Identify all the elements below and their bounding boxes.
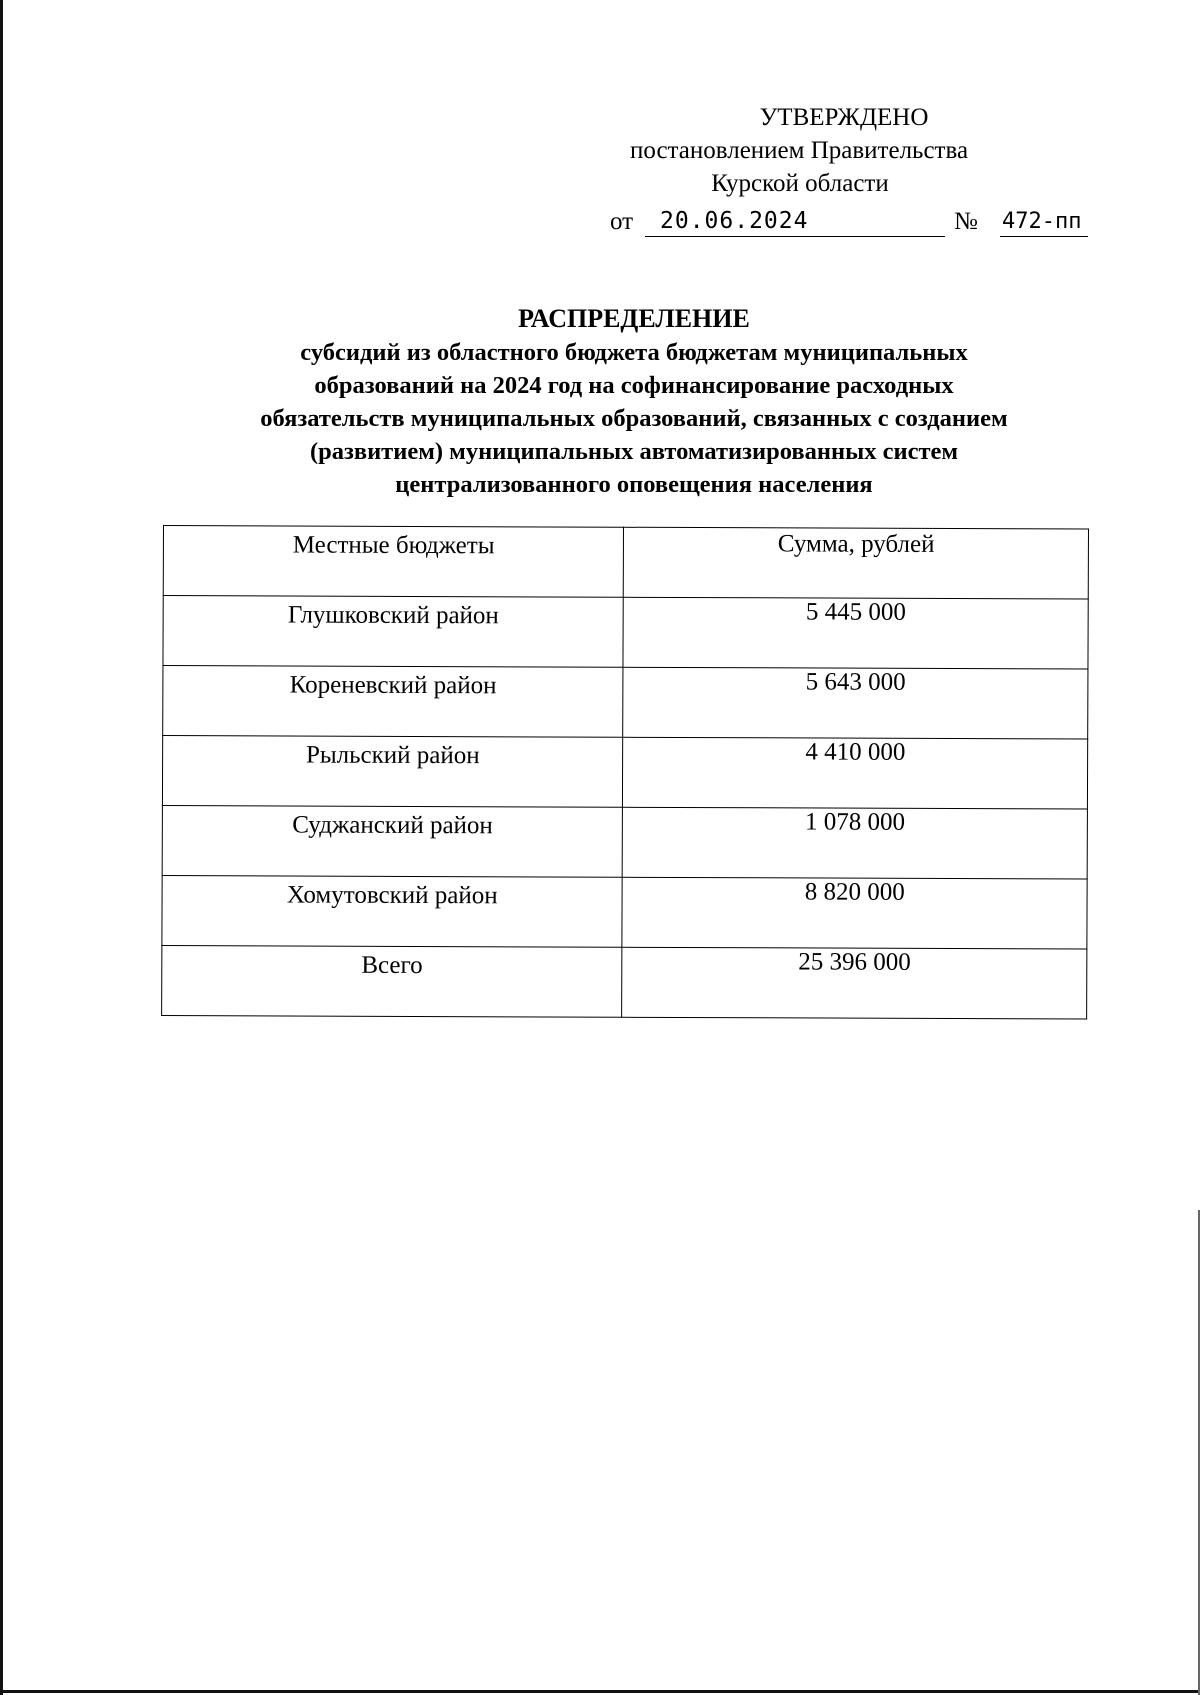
from-label: от (610, 208, 634, 235)
approval-line-3: Курской области (711, 170, 889, 197)
approval-status: УТВЕРЖДЕНО (759, 104, 929, 131)
amount-cell: 1 078 000 (623, 807, 1088, 879)
approval-date: 20.06.2024 (660, 208, 809, 234)
amount-cell: 5 445 000 (623, 597, 1088, 669)
table-row (163, 666, 1088, 740)
budget-name-cell: Хомутовский район (162, 875, 623, 947)
table-row (162, 875, 1087, 949)
amount-cell: 4 410 000 (623, 737, 1088, 809)
table-row (163, 596, 1088, 670)
approval-line-2: постановлением Правительства (629, 137, 969, 164)
subtitle-line: обязательств муниципальных образований, связанных с созданием (260, 405, 1008, 432)
budget-name-cell: Рыльский район (162, 736, 623, 808)
subtitle-line: централизованного оповещения населения (395, 471, 873, 498)
approval-number: 472-пп (1002, 209, 1082, 234)
scan-edge-left (0, 0, 3, 1695)
table-row (162, 805, 1087, 879)
subtitle-line: (развитием) муниципальных автоматизированных систем (309, 438, 959, 465)
subtitle-line: образований на 2024 год на софинансирование расходных (314, 372, 954, 399)
number-sign: № (954, 208, 978, 235)
budget-name-cell: Кореневский район (163, 666, 624, 738)
column-header-amount: Сумма, рублей (624, 527, 1089, 599)
document-subtitle (150, 336, 1118, 501)
budget-distribution-table (161, 525, 1089, 1020)
table-total-row (162, 945, 1087, 1019)
document-title: РАСПРЕДЕЛЕНИЕ (518, 304, 750, 333)
budget-name-cell: Глушковский район (163, 596, 624, 668)
total-amount-cell: 25 396 000 (622, 947, 1087, 1019)
approval-date-row (610, 208, 1090, 240)
budget-name-cell: Суджанский район (162, 805, 623, 877)
scan-edge-bottom (0, 1690, 1200, 1693)
table-header-row (163, 526, 1088, 600)
table-row (162, 736, 1087, 810)
amount-cell: 5 643 000 (623, 667, 1088, 739)
column-header-budgets: Местные бюджеты (163, 526, 624, 598)
amount-cell: 8 820 000 (622, 877, 1087, 949)
total-label-cell: Всего (162, 945, 623, 1017)
subtitle-line: субсидий из областного бюджета бюджетам муниципальных (300, 339, 968, 366)
